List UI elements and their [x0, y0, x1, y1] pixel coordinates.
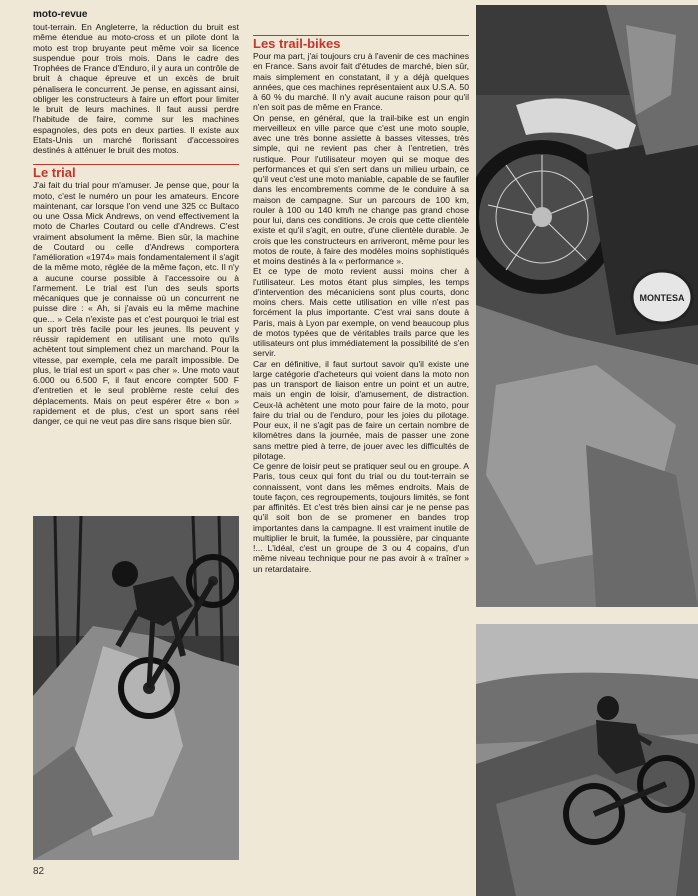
page-number: 82: [33, 866, 45, 877]
trial-rider-photo: [33, 516, 239, 860]
section-label: moto-revue: [33, 9, 88, 20]
montesa-closeup-photo: [476, 5, 698, 607]
trailbikes-paragraph-1: Pour ma part, j'ai toujours cru à l'avenir de ces machines en France. Sans avoir fait d'études de marché, bien sûr, mais simplement en constatant, il y a déjà quelques années, que ces machines représentaient aux U.S.A. 50 à 60 % du marché. Il n'y avait aucune raison pour qu'il n'en soit pas de même en France.: [253, 51, 469, 113]
trailbikes-paragraph-5: Ce genre de loisir peut se pratiquer seul ou en groupe. A Paris, tous ceux qui font du trial ou du tout-terrain se connaissent, vont dans les mêmes endroits. Mais de toute façon, ces regroupements, toujours limités, se font par affinités. Et c'est très bien ainsi car je ne pense pas qu'il soit bon de se promener en bandes trop importantes dans la campagne. Il est vraiment inutile de multiplier le bruit, la fumée, la poussière, par cinquante !... L'idéal, c'est un groupe de 3 ou 4 copains, d'un même niveau technique pour ne pas avoir à « traîner » un retardataire.: [253, 461, 469, 574]
trial-heading: Le trial: [33, 164, 239, 180]
trailbikes-paragraph-3: Et ce type de moto revient aussi moins cher à l'utilisateur. Les motos étant plus simples, les temps d'intervention des mécaniciens sont plus courts, donc moins chers. Mais cette utilisation en ville n'est pas forcément la plus importante. C'est vrai sans doute à Paris, mais à Lyon par exemple, on vend beaucoup plus de motos typées que de véritables trails parce que les utilisateurs ont plus immédiatement la possibilité de s'en servir.: [253, 266, 469, 359]
trailbikes-paragraph-4: Car en définitive, il faut surtout savoir qu'il existe une large catégorie d'acheteurs qui voient dans la moto non pas un transport de liaison entre un point et un autre, mais un engin de loisir, d'amusement, de distraction. Ceux-là achètent une moto pour faire de la moto, pour faire du trial ou de l'enduro, pour les joies du pilotage. Pour eux, il ne s'agit pas de faire un certain nombre de kilomètres dans la journée, mais de passer une zone sans mettre pied à terre, de jouer avec les difficultés de pilotage.: [253, 358, 469, 461]
middle-text-column: [253, 33, 469, 574]
trailbikes-paragraph-2: On pense, en général, que la trail-bike est un engin merveilleux en ville parce que c'est une moto souple, avec une très bonne assiette à basses vitesses, très simple, qui ne revient pas cher à l'entretien, très rustique. Pour l'utilisateur moyen qui se moque des performances et qui s'en sert dans un milieu urbain, ce qu'il veut c'est une moto maniable, capable de se faufiler dans les encombrements comme de le conduire à sa maison de campagne. Sur un parcours de 100 km, rouler à 100 ou 140 km/h ne change pas grand chose pour lui, dans ces conditions. Je crois que cette clientèle existe et qu'il s'agit, en outre, d'une clientèle durable. Je crois que les constructeurs en arriveront, même pour les motos de route, à faire des modèles moins sophistiqués et moins destinés à la « performance ».: [253, 112, 469, 266]
left-text-column: [33, 22, 239, 426]
intro-paragraph: tout-terrain. En Angleterre, la réduction du bruit est même étendue au moto-cross et un pilote dont la moto est trop bruyante peut même voir sa licence suspendue pour trois mois. Dans le cadre des Trophées de France d'Enduro, il y aura un contrôle de bruit à chaque épreuve et un excès de bruit pénalisera le concurrent. Je pense, en agissant ainsi, obliger les constructeurs à faire un effort pour limiter le bruit de leurs machines. Il faut aussi perdre l'habitude de faire, comme sur les machines espagnoles, des pots en deux parties. Il existe aux Etats-Unis un marché florissant d'accessoires destinés à atténuer le bruit des motos.: [33, 22, 239, 155]
trailbikes-heading: Les trail-bikes: [253, 35, 469, 51]
hillside-rider-photo: [476, 624, 698, 896]
trial-paragraph: J'ai fait du trial pour m'amuser. Je pense que, pour la moto, c'est le numéro un pour les amateurs. Encore maintenant, car lorsque l'on vend une 325 cc Bultaco ou une Ossa Mick Andrews, on vend effectivement la moto de Charles Coutard ou celle d'Andrews. C'est vraiment absolument la même. Bien sûr, la machine de Coutard ou celle d'Andrews comportera l'amélioration «1974» mais fondamentalement il s'agit de la même moto, réglée de la même façon, etc. Il n'y a aucune course possible à l'accessoire ou à l'armement. Le trial est l'un des seuls sports mécaniques que je connaisse où un concurrent ne puisse dire : « Ah, si j'avais eu la même machine que... » Cela n'existe pas et c'est pourquoi le trial est un sport très facile pour les jeunes. Ils peuvent y réussir rapidement en utilisant une moto qu'ils achètent tout simplement chez un marchand. Pour la vitesse, par exemple, cela me paraît impossible. De plus, le trial est un sport « pas cher ». Une moto vaut 6.000 ou 6.500 F, il faut encore compter 500 F d'entretien et le seul problème reste celui des déplacements. Mais on peut espérer être « bon » rapidement et de plus, c'est un sport sans réel danger, ce qui ne veut pas dire sans risque bien sûr.: [33, 180, 239, 426]
montesa-tank-lettering: MONTESA: [639, 293, 685, 303]
